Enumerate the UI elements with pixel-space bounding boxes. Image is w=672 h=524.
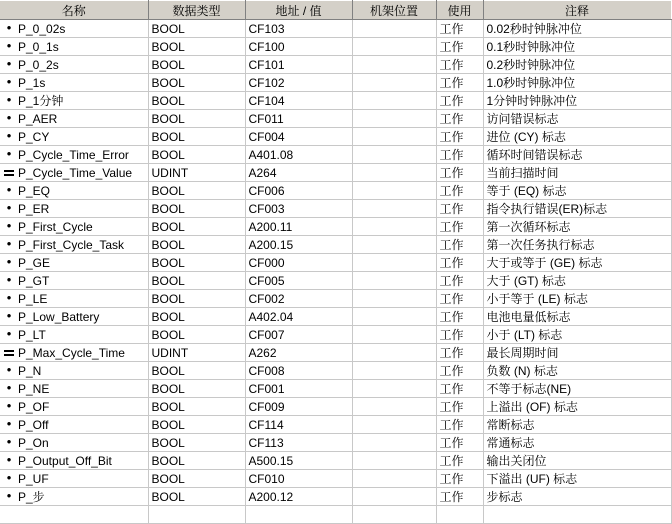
symbol-name-label: P_0_1s <box>18 39 59 54</box>
cell-usage[interactable]: 工作 <box>436 272 483 290</box>
dot-icon <box>3 400 15 413</box>
table-row[interactable] <box>0 290 671 308</box>
cell-comment[interactable]: 常断标志 <box>483 416 671 434</box>
cell-rack-position[interactable] <box>352 236 436 254</box>
cell-data-type[interactable]: BOOL <box>148 110 245 128</box>
cell-empty[interactable] <box>148 506 245 524</box>
cell-name[interactable] <box>0 56 148 74</box>
cell-usage[interactable]: 工作 <box>436 110 483 128</box>
dot-icon <box>3 490 15 503</box>
dot-icon <box>3 418 15 431</box>
dot-icon <box>3 148 15 161</box>
cell-data-type[interactable]: BOOL <box>148 290 245 308</box>
cell-name[interactable] <box>0 128 148 146</box>
cell-data-type[interactable]: BOOL <box>148 20 245 38</box>
table-row[interactable] <box>0 308 671 326</box>
cell-address[interactable]: A200.11 <box>245 218 352 236</box>
symbol-name-label: P_ER <box>18 201 50 216</box>
cell-usage[interactable]: 工作 <box>436 182 483 200</box>
cell-data-type[interactable]: BOOL <box>148 56 245 74</box>
table-row[interactable] <box>0 488 671 506</box>
symbol-name-label: P_N <box>18 363 42 378</box>
cell-usage[interactable]: 工作 <box>436 56 483 74</box>
cell-name[interactable] <box>0 452 148 470</box>
cell-comment[interactable]: 常通标志 <box>483 434 671 452</box>
dot-icon <box>3 454 15 467</box>
cell-data-type[interactable]: BOOL <box>148 272 245 290</box>
cell-data-type[interactable]: BOOL <box>148 92 245 110</box>
cell-comment[interactable]: 步标志 <box>483 488 671 506</box>
table-row[interactable] <box>0 200 671 218</box>
symbol-name-label: P_On <box>18 435 49 450</box>
cell-data-type[interactable]: BOOL <box>148 38 245 56</box>
cell-rack-position[interactable] <box>352 200 436 218</box>
cell-name[interactable] <box>0 92 148 110</box>
cell-data-type[interactable]: BOOL <box>148 128 245 146</box>
cell-address[interactable]: CF008 <box>245 362 352 380</box>
table-row[interactable] <box>0 362 671 380</box>
cell-data-type[interactable]: BOOL <box>148 488 245 506</box>
cell-comment[interactable]: 0.02秒时钟脉冲位 <box>483 20 671 38</box>
symbol-name-label: P_GE <box>18 255 51 270</box>
symbol-name-label: P_1s <box>18 75 46 90</box>
cell-address[interactable]: CF001 <box>245 380 352 398</box>
cell-usage[interactable]: 工作 <box>436 452 483 470</box>
cell-address[interactable]: CF101 <box>245 56 352 74</box>
table-row[interactable] <box>0 20 671 38</box>
dot-icon <box>3 238 15 251</box>
symbol-name-label: P_OF <box>18 399 50 414</box>
symbol-name-label: P_0_02s <box>18 21 66 36</box>
cell-data-type[interactable]: BOOL <box>148 218 245 236</box>
symbol-name-label: P_UF <box>18 471 49 486</box>
cell-comment[interactable]: 1分钟时钟脉冲位 <box>483 92 671 110</box>
cell-rack-position[interactable] <box>352 470 436 488</box>
cell-rack-position[interactable] <box>352 218 436 236</box>
table-row[interactable] <box>0 110 671 128</box>
cell-rack-position[interactable] <box>352 452 436 470</box>
cell-name[interactable] <box>0 380 148 398</box>
cell-rack-position[interactable] <box>352 182 436 200</box>
cell-name[interactable] <box>0 416 148 434</box>
cell-rack-position[interactable] <box>352 254 436 272</box>
cell-usage[interactable]: 工作 <box>436 128 483 146</box>
cell-usage[interactable]: 工作 <box>436 236 483 254</box>
symbol-name-label: P_1分钟 <box>18 94 64 108</box>
cell-comment[interactable]: 等于 (EQ) 标志 <box>483 182 671 200</box>
cell-address[interactable]: CF011 <box>245 110 352 128</box>
cell-data-type[interactable]: UDINT <box>148 344 245 362</box>
column-header-comment[interactable]: 注释 <box>483 1 671 20</box>
cell-empty[interactable] <box>483 506 671 524</box>
cell-data-type[interactable]: BOOL <box>148 308 245 326</box>
cell-address[interactable]: CF002 <box>245 290 352 308</box>
column-header-address[interactable]: 地址 / 值 <box>245 1 352 20</box>
dot-icon <box>3 202 15 215</box>
table-body <box>0 20 671 524</box>
cell-usage[interactable]: 工作 <box>436 164 483 182</box>
table-row[interactable] <box>0 380 671 398</box>
cell-address[interactable]: A401.08 <box>245 146 352 164</box>
cell-usage[interactable]: 工作 <box>436 38 483 56</box>
cell-comment[interactable]: 访问错误标志 <box>483 110 671 128</box>
cell-comment[interactable]: 指令执行错误(ER)标志 <box>483 200 671 218</box>
equals-icon <box>3 347 15 358</box>
symbol-name-label: P_GT <box>18 273 50 288</box>
cell-address[interactable]: CF104 <box>245 92 352 110</box>
cell-rack-position[interactable] <box>352 290 436 308</box>
cell-usage[interactable]: 工作 <box>436 380 483 398</box>
cell-name[interactable] <box>0 146 148 164</box>
cell-empty[interactable] <box>245 506 352 524</box>
cell-address[interactable]: CF010 <box>245 470 352 488</box>
symbol-name-label: P_Output_Off_Bit <box>18 453 112 468</box>
dot-icon <box>3 274 15 287</box>
symbol-name-label: P_First_Cycle_Task <box>18 237 125 252</box>
cell-comment[interactable]: 0.1秒时钟脉冲位 <box>483 38 671 56</box>
dot-icon <box>3 292 15 305</box>
cell-name[interactable] <box>0 218 148 236</box>
cell-name[interactable] <box>0 344 148 362</box>
symbol-name-label: P_Max_Cycle_Time <box>18 345 125 360</box>
cell-comment[interactable]: 小于等于 (LE) 标志 <box>483 290 671 308</box>
symbol-name-label: P_0_2s <box>18 57 59 72</box>
cell-data-type[interactable]: BOOL <box>148 398 245 416</box>
cell-address[interactable]: A500.15 <box>245 452 352 470</box>
table-row[interactable] <box>0 128 671 146</box>
symbol-name-label: P_Cycle_Time_Value <box>18 165 133 180</box>
cell-rack-position[interactable] <box>352 488 436 506</box>
dot-icon <box>3 130 15 143</box>
table-row[interactable] <box>0 434 671 452</box>
cell-rack-position[interactable] <box>352 362 436 380</box>
dot-icon <box>3 58 15 71</box>
cell-usage[interactable]: 工作 <box>436 20 483 38</box>
cell-name[interactable] <box>0 488 148 506</box>
symbol-name-label: P_Low_Battery <box>18 309 100 324</box>
equals-icon <box>3 167 15 178</box>
cell-usage[interactable]: 工作 <box>436 344 483 362</box>
table-row[interactable] <box>0 74 671 92</box>
cell-name[interactable] <box>0 326 148 344</box>
cell-usage[interactable]: 工作 <box>436 290 483 308</box>
symbol-name-label: P_Off <box>18 417 49 432</box>
cell-comment[interactable]: 循环时间错误标志 <box>483 146 671 164</box>
cell-rack-position[interactable] <box>352 272 436 290</box>
table-row[interactable] <box>0 56 671 74</box>
cell-data-type[interactable]: BOOL <box>148 470 245 488</box>
symbol-name-label: P_First_Cycle <box>18 219 93 234</box>
cell-usage[interactable]: 工作 <box>436 146 483 164</box>
dot-icon <box>3 94 15 107</box>
cell-comment[interactable]: 进位 (CY) 标志 <box>483 128 671 146</box>
table-header-row <box>0 1 671 20</box>
table-row[interactable] <box>0 92 671 110</box>
column-header-use[interactable]: 使用 <box>436 1 483 20</box>
column-header-name[interactable]: 名称 <box>0 1 148 20</box>
cell-comment[interactable]: 第一次任务执行标志 <box>483 236 671 254</box>
cell-address[interactable]: CF007 <box>245 326 352 344</box>
cell-rack-position[interactable] <box>352 380 436 398</box>
cell-empty[interactable] <box>0 506 148 524</box>
cell-rack-position[interactable] <box>352 74 436 92</box>
table-row[interactable] <box>0 164 671 182</box>
cell-comment[interactable]: 大于 (GT) 标志 <box>483 272 671 290</box>
table-row[interactable] <box>0 272 671 290</box>
cell-rack-position[interactable] <box>352 110 436 128</box>
cell-rack-position[interactable] <box>352 398 436 416</box>
cell-usage[interactable]: 工作 <box>436 254 483 272</box>
cell-rack-position[interactable] <box>352 20 436 38</box>
cell-data-type[interactable]: UDINT <box>148 164 245 182</box>
cell-name[interactable] <box>0 164 148 182</box>
cell-name[interactable] <box>0 470 148 488</box>
cell-data-type[interactable]: BOOL <box>148 200 245 218</box>
cell-name[interactable] <box>0 38 148 56</box>
cell-name[interactable] <box>0 308 148 326</box>
symbol-name-label: P_步 <box>18 490 45 504</box>
table-row[interactable] <box>0 218 671 236</box>
cell-rack-position[interactable] <box>352 38 436 56</box>
cell-address[interactable]: CF100 <box>245 38 352 56</box>
symbol-name-label: P_AER <box>18 111 58 126</box>
table-row[interactable] <box>0 326 671 344</box>
cell-data-type[interactable]: BOOL <box>148 74 245 92</box>
cell-usage[interactable]: 工作 <box>436 416 483 434</box>
cell-name[interactable] <box>0 290 148 308</box>
cell-name[interactable] <box>0 434 148 452</box>
table-row[interactable] <box>0 236 671 254</box>
cell-usage[interactable]: 工作 <box>436 308 483 326</box>
cell-name[interactable] <box>0 236 148 254</box>
symbol-name-label: P_LT <box>18 327 46 342</box>
dot-icon <box>3 40 15 53</box>
symbol-name-label: P_NE <box>18 381 50 396</box>
cell-rack-position[interactable] <box>352 308 436 326</box>
table-empty-row[interactable] <box>0 506 671 524</box>
cell-usage[interactable]: 工作 <box>436 218 483 236</box>
cell-rack-position[interactable] <box>352 434 436 452</box>
cell-comment[interactable]: 负数 (N) 标志 <box>483 362 671 380</box>
cell-data-type[interactable]: BOOL <box>148 182 245 200</box>
cell-comment[interactable]: 电池电量低标志 <box>483 308 671 326</box>
cell-usage[interactable]: 工作 <box>436 74 483 92</box>
cell-empty[interactable] <box>436 506 483 524</box>
dot-icon <box>3 112 15 125</box>
dot-icon <box>3 364 15 377</box>
cell-data-type[interactable]: BOOL <box>148 452 245 470</box>
cell-name[interactable] <box>0 20 148 38</box>
cell-empty[interactable] <box>352 506 436 524</box>
dot-icon <box>3 220 15 233</box>
cell-data-type[interactable]: BOOL <box>148 254 245 272</box>
cell-address[interactable]: CF009 <box>245 398 352 416</box>
cell-address[interactable]: A200.12 <box>245 488 352 506</box>
cell-address[interactable]: A264 <box>245 164 352 182</box>
cell-comment[interactable]: 输出关闭位 <box>483 452 671 470</box>
table-row[interactable] <box>0 344 671 362</box>
symbol-name-label: P_LE <box>18 291 48 306</box>
table-row[interactable] <box>0 470 671 488</box>
dot-icon <box>3 256 15 269</box>
cell-rack-position[interactable] <box>352 56 436 74</box>
cell-comment[interactable]: 第一次循环标志 <box>483 218 671 236</box>
cell-comment[interactable]: 0.2秒时钟脉冲位 <box>483 56 671 74</box>
dot-icon <box>3 472 15 485</box>
cell-rack-position[interactable] <box>352 146 436 164</box>
table-row[interactable] <box>0 254 671 272</box>
dot-icon <box>3 328 15 341</box>
table-row[interactable] <box>0 182 671 200</box>
dot-icon <box>3 76 15 89</box>
dot-icon <box>3 382 15 395</box>
cell-rack-position[interactable] <box>352 164 436 182</box>
cell-usage[interactable]: 工作 <box>436 488 483 506</box>
cell-address[interactable]: CF102 <box>245 74 352 92</box>
cell-address[interactable]: CF114 <box>245 416 352 434</box>
symbol-name-label: P_CY <box>18 129 50 144</box>
cell-name[interactable] <box>0 362 148 380</box>
table-row[interactable] <box>0 398 671 416</box>
dot-icon <box>3 184 15 197</box>
cell-comment[interactable]: 大于或等于 (GE) 标志 <box>483 254 671 272</box>
cell-comment[interactable]: 不等于标志(NE) <box>483 380 671 398</box>
cell-comment[interactable]: 当前扫描时间 <box>483 164 671 182</box>
cell-address[interactable]: CF006 <box>245 182 352 200</box>
cell-usage[interactable]: 工作 <box>436 200 483 218</box>
cell-usage[interactable]: 工作 <box>436 362 483 380</box>
symbol-name-label: P_EQ <box>18 183 51 198</box>
cell-comment[interactable]: 1.0秒时钟脉冲位 <box>483 74 671 92</box>
cell-comment[interactable]: 最长周期时间 <box>483 344 671 362</box>
table-row[interactable] <box>0 146 671 164</box>
cell-data-type[interactable]: BOOL <box>148 434 245 452</box>
cell-usage[interactable]: 工作 <box>436 434 483 452</box>
cell-usage[interactable]: 工作 <box>436 326 483 344</box>
cell-address[interactable]: CF113 <box>245 434 352 452</box>
cell-comment[interactable]: 下溢出 (UF) 标志 <box>483 470 671 488</box>
cell-comment[interactable]: 上溢出 (OF) 标志 <box>483 398 671 416</box>
cell-name[interactable] <box>0 398 148 416</box>
cell-name[interactable] <box>0 182 148 200</box>
dot-icon <box>3 310 15 323</box>
dot-icon <box>3 22 15 35</box>
cell-rack-position[interactable] <box>352 416 436 434</box>
cell-comment[interactable]: 小于 (LT) 标志 <box>483 326 671 344</box>
cell-name[interactable] <box>0 272 148 290</box>
cell-name[interactable] <box>0 110 148 128</box>
cell-data-type[interactable]: BOOL <box>148 362 245 380</box>
table-row[interactable] <box>0 452 671 470</box>
cell-data-type[interactable]: BOOL <box>148 380 245 398</box>
cell-rack-position[interactable] <box>352 326 436 344</box>
cell-rack-position[interactable] <box>352 344 436 362</box>
cell-data-type[interactable]: BOOL <box>148 146 245 164</box>
cell-address[interactable]: CF005 <box>245 272 352 290</box>
cell-address[interactable]: A262 <box>245 344 352 362</box>
dot-icon <box>3 436 15 449</box>
cell-name[interactable] <box>0 74 148 92</box>
cell-data-type[interactable]: BOOL <box>148 416 245 434</box>
cell-usage[interactable]: 工作 <box>436 398 483 416</box>
cell-data-type[interactable]: BOOL <box>148 236 245 254</box>
cell-address[interactable]: CF004 <box>245 128 352 146</box>
table-row[interactable] <box>0 38 671 56</box>
cell-name[interactable] <box>0 200 148 218</box>
cell-address[interactable]: CF003 <box>245 200 352 218</box>
cell-data-type[interactable]: BOOL <box>148 326 245 344</box>
cell-address[interactable]: CF103 <box>245 20 352 38</box>
symbol-name-label: P_Cycle_Time_Error <box>18 147 129 162</box>
table-row[interactable] <box>0 416 671 434</box>
cell-rack-position[interactable] <box>352 92 436 110</box>
cell-usage[interactable]: 工作 <box>436 92 483 110</box>
cell-address[interactable]: A402.04 <box>245 308 352 326</box>
cell-name[interactable] <box>0 254 148 272</box>
cell-address[interactable]: CF000 <box>245 254 352 272</box>
cell-usage[interactable]: 工作 <box>436 470 483 488</box>
column-header-type[interactable]: 数据类型 <box>148 1 245 20</box>
cell-rack-position[interactable] <box>352 128 436 146</box>
cell-address[interactable]: A200.15 <box>245 236 352 254</box>
column-header-rack[interactable]: 机架位置 <box>352 1 436 20</box>
